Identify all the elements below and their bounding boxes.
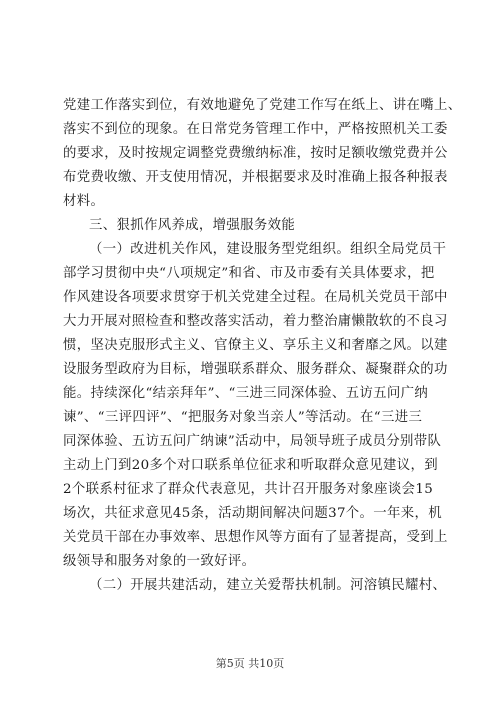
body-line: 关党员干部在办事效率、思想作风等方面有了显著提高，受到上 bbox=[63, 530, 448, 545]
body-line: 作风建设各项要求贯穿于机关党建全过程。在局机关党员干部中 bbox=[63, 290, 448, 305]
subsection-heading-line: （一）改进机关作风，建设服务型党组织。组织全局党员干 bbox=[89, 242, 447, 257]
body-line: 谏”、“三评四评”、“把服务对象当亲人”等活动。在“三进三 bbox=[63, 410, 423, 425]
section-heading: 三、狠抓作风养成，增强服务效能 bbox=[89, 218, 296, 233]
body-line: 材料。 bbox=[63, 194, 105, 209]
page-number-footer: 第5页 共10页 bbox=[215, 657, 285, 670]
body-line: 主动上门到20多个对口联系单位征求和听取群众意见建议，到 bbox=[63, 458, 438, 473]
body-line: 大力开展对照检查和整改落实活动，着力整治庸懒散软的不良习 bbox=[63, 314, 448, 329]
subsection-heading-line: （二）开展共建活动，建立关爱帮扶机制。河溶镇民耀村、 bbox=[89, 578, 447, 593]
body-line: 场次，共征求意见45条，活动期间解决问题37个。一年来，机 bbox=[63, 506, 442, 521]
body-line: 级领导和服务对象的一致好评。 bbox=[63, 554, 256, 569]
body-line: 能。持续深化“结亲拜年”、“三进三同深体验、五访五问广纳 bbox=[63, 386, 429, 401]
body-line: 设服务型政府为目标，增强联系群众、服务群众、凝聚群众的功 bbox=[63, 362, 448, 377]
body-line: 2个联系村征求了群众代表意见，共计召开服务对象座谈会15 bbox=[63, 482, 434, 497]
body-line: 党建工作落实到位，有效地避免了党建工作写在纸上、讲在嘴上、 bbox=[63, 98, 462, 113]
body-line: 的要求，及时按规定调整党费缴纳标准，按时足额收缴党费并公 bbox=[63, 146, 448, 161]
body-line: 落实不到位的现象。在日常党务管理工作中，严格按照机关工委 bbox=[63, 122, 448, 137]
body-line: 布党费收缴、开支使用情况，并根据要求及时准确上报各种报表 bbox=[63, 170, 448, 185]
body-line: 部学习贯彻中央“八项规定”和省、市及市委有关具体要求，把 bbox=[63, 266, 435, 281]
body-line: 惯，坚决克服形式主义、官僚主义、享乐主义和奢靡之风。以建 bbox=[63, 338, 448, 353]
body-line: 同深体验、五访五问广纳谏”活动中，局领导班子成员分别带队 bbox=[63, 434, 442, 449]
